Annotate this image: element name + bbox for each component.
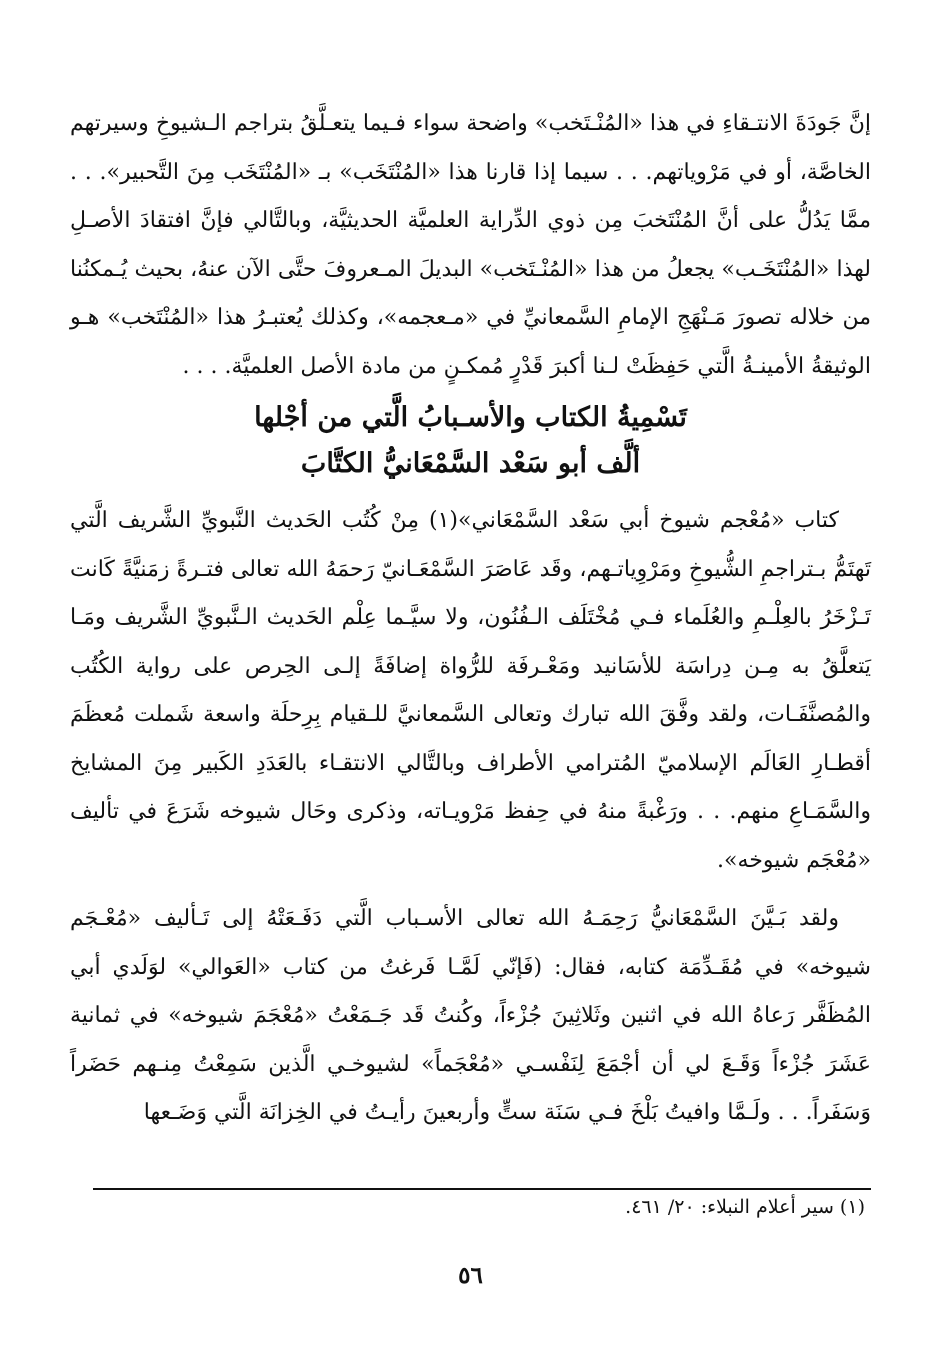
page-number: ٥٦ — [458, 1262, 483, 1289]
paragraph-gap — [70, 885, 871, 895]
page-body — [70, 100, 871, 1138]
section-heading — [70, 395, 871, 487]
section-paragraph-2: ولقد بَـيَّنَ السَّمْعَانيُّ رَحِمَـهُ الله تعالى الأسـباب الَّتي دَفَـعَتْهُ إلى تَـأليف «مُعْـجَم شيوخه» في مُقَـدِّمَة كتابه، فقال: (فَإنّي لَمَّـا فَرغتُ من كتاب «العَوالي» لوَلَدي أبي المُظَفَّر رَعاهُ الله في اثنين وثَلاثِينَ جُزْءاً، وكُنتُ قَد جَـمَعْتُ «مُعْجَمَ شيوخه» في ثمانية عَشَرَ جُزْءاً وَقَـعَ لي أن أجْمَعَ لِنَفْسـي «مُعْجَماً» لشيوخـي الَّذين سَمِعْتُ مِنـهم حَضَراً وَسَفَراً. . . ولَـمَّا وافيتُ بَلْخَ فـي سَنَة ستٍّ وأربعينَ رأيـتُ في الخِزانَة الَّتي وَضَـعها — [70, 906, 871, 1125]
section-heading-line-1: تَسْمِيةُ الكتاب والأسـبابُ الَّتي من أجْلها — [254, 402, 687, 433]
intro-paragraph: إنَّ جَودَةَ الانتـقاءِ في هذا «المُنْـتَخب» واضحة سواء فـيما يتعـلَّقُ بتراجم الـشيوخِ وسيرتهم الخاصَّة، أو في مَرْوياتهم. . . سيما إذا قارنا هذا «المُنْتَخَب» بـ «المُنْتَخَب مِنَ التَّحبير». . . ممَّا يَدُلُّ على أنَّ المُنْتَخبَ مِن ذوي الدِّراية العلميَّة الحديثيَّة، وبالتَّالي فإنَّ افتقادَ الأصـلِ لهذا «المُنْتَخَـب» يجعلُ من هذا «المُنْـتَخب» البديلَ المـعروفَ حتَّى الآن عنهُ، بحيث يُـمكنُنا من خلاله تصورَ مَـنْهَجِ الإمامِ السَّمعانيِّ في «مـعجمه»، وكذلك يُعتبـرُ هذا «المُنْتَخب» هـو الوثيقةُ الأمينـةُ الَّتي حَفِظَتْ لـنا أكبرَ قَدْرٍ مُمكـنٍ من مادة الأصل العلميَّة. . . . — [70, 111, 871, 379]
section-paragraph-1: كتاب «مُعْجم شيوخ أبي سَعْد السَّمْعَاني»(١) مِنْ كُتُب الحَديث النَّبويِّ الشَّريف الَّتي تَهتَمُّ بـتراجمِ الشُّيوخِ ومَرْوِياتـهم، وقَد عَاصَرَ السَّمْعَـانيّ رَحمَهُ الله تعالى فتـرةً زمَنيَّةً كَانت تَـزْخَرُ بالعِلْـمِ والعُلَماء فـي مُخْتَلَف الـفُنُون، ولا سيَّـما عِلْم الحَديث الـنَّبويِّ الشَّريف ومَـا يَتعلَّقُ به مِـن دِراسَة للأسَانيد ومَعْـرفَة للرُّواة إضافَةً إلـى الحِرص على رواية الكُتُب والمُصنَّفَـات، ولقد وفَّقَ الله تبارك وتعالى السَّمعانيَّ للـقيام بِرِحلَة واسعة شَملت مُعظَمَ أقطـارِ العَالَم الإسلاميّ المُترامي الأطراف وبالتَّالي الانتقـاء بالعَدَدِ الكَبير مِنَ المشايخ والسَّمَـاعِ منهم. . . ورَغْبةً منهُ في حِفظ مَرْويـاته، وذكرى وحَال شيوخه شَرَعَ في تأليف «مُعْجَم شيوخه». — [70, 508, 871, 873]
footnote-rule — [93, 1188, 871, 1190]
section-heading-line-2: ألَّف أبو سَعْد السَّمْعَانيُّ الكتَّابَ — [300, 448, 641, 479]
footnote: (١) سير أعلام النبلاء: ٢٠/ ٤٦١. — [625, 1196, 865, 1218]
